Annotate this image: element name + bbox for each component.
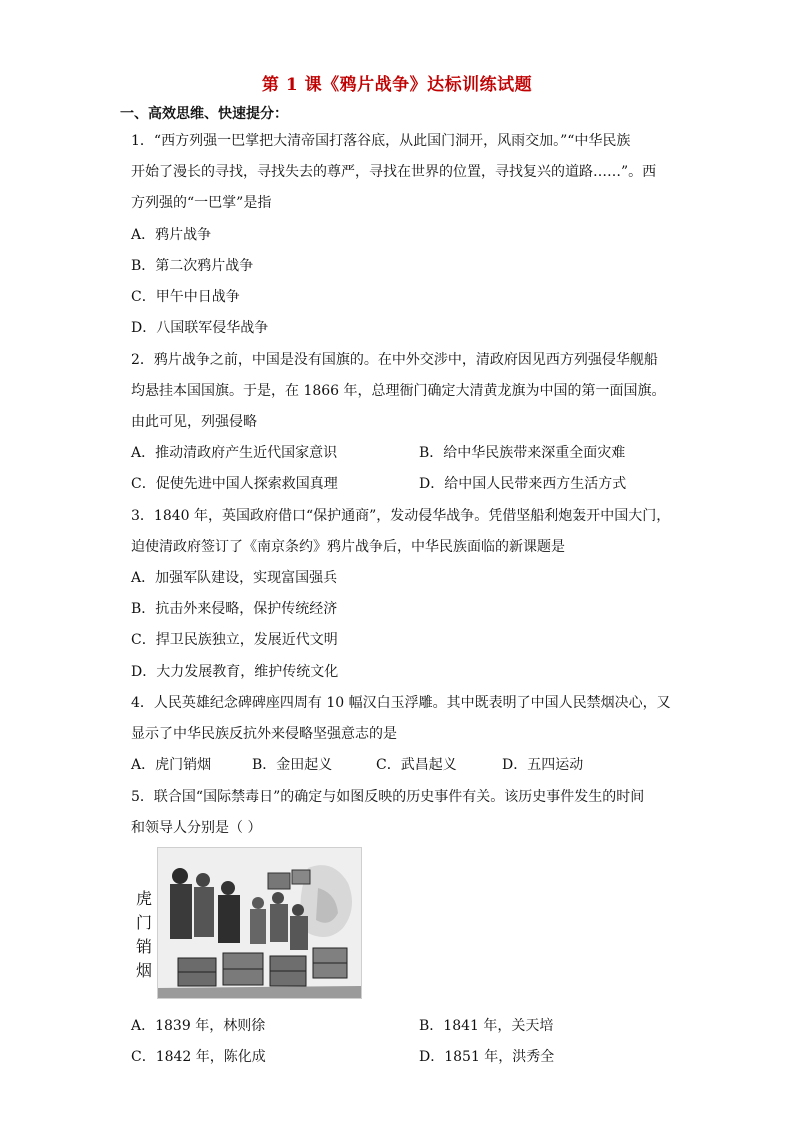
q5-option-b: B．1841 年，关天培 (419, 1018, 554, 1034)
q1-stem-line-2: 开始了漫长的寻找，寻找失去的尊严，寻找在世界的位置，寻找复兴的道路……”。西 (131, 164, 657, 180)
q2-stem-line-3: 由此可见，列强侵略 (131, 414, 257, 430)
q2-option-b: B．给中华民族带来深重全面灾难 (419, 445, 626, 461)
q5-option-c: C．1842 年，陈化成 (131, 1049, 266, 1065)
q5-stem-line-2: 和领导人分别是（ ） (131, 820, 262, 836)
q1-option-d: D．八国联军侵华战争 (131, 320, 269, 336)
q2-option-c: C．促使先进中国人探索救国真理 (131, 476, 338, 492)
figure-caption-char: 门 (135, 913, 152, 932)
section-heading: 一、高效思维、快速提分： (120, 106, 288, 122)
q2-stem-line-1: 2．鸦片战争之前，中国是没有国旗的。在中外交涉中，清政府因见西方列强侵华舰船 (131, 352, 658, 368)
q2-option-d: D．给中国人民带来西方生活方式 (419, 476, 627, 492)
figure-caption-char: 烟 (135, 961, 152, 980)
q1-stem-line-1: 1．“西方列强一巴掌把大清帝国打落谷底，从此国门洞开，风雨交加。”“中华民族 (131, 133, 631, 149)
q4-stem-line-2: 显示了中华民族反抗外来侵略坚强意志的是 (131, 726, 397, 742)
q4-option-a: A．虎门销烟 (131, 757, 212, 773)
q4-stem-line-1: 4．人民英雄纪念碑碑座四周有 10 幅汉白玉浮雕。其中既表明了中国人民禁烟决心，又 (131, 695, 671, 711)
historical-illustration (157, 847, 362, 999)
q1-option-b: B．第二次鸦片战争 (131, 258, 254, 274)
q5-option-a: A．1839 年，林则徐 (131, 1018, 266, 1034)
q4-option-c: C．武昌起义 (376, 757, 457, 773)
q3-option-b: B．抗击外来侵略，保护传统经济 (131, 601, 338, 617)
q4-option-d: D．五四运动 (502, 757, 584, 773)
q1-option-c: C．甲午中日战争 (131, 289, 240, 305)
q3-stem-line-1: 3．1840 年，英国政府借口“保护通商”，发动侵华战争。凭借坚船利炮轰开中国大门， (131, 508, 671, 524)
figure-caption-char: 虎 (135, 889, 152, 908)
q1-option-a: A．鸦片战争 (131, 227, 212, 243)
q3-option-d: D．大力发展教育，维护传统文化 (131, 664, 339, 680)
q2-option-a: A．推动清政府产生近代国家意识 (131, 445, 338, 461)
figure-caption-char: 销 (135, 937, 152, 956)
q3-option-c: C．捍卫民族独立，发展近代文明 (131, 632, 338, 648)
figure-caption (134, 887, 154, 983)
q5-stem-line-1: 5．联合国“国际禁毒日”的确定与如图反映的历史事件有关。该历史事件发生的时间 (131, 789, 645, 805)
page-title: 第 1 课《鸦片战争》达标训练试题 (261, 75, 533, 95)
q3-stem-line-2: 迫使清政府签订了《南京条约》鸦片战争后，中华民族面临的新课题是 (131, 539, 565, 555)
illustration-drawing (158, 848, 361, 998)
q2-stem-line-2: 均悬挂本国国旗。于是，在 1866 年，总理衙门确定大清黄龙旗为中国的第一面国旗。 (131, 383, 666, 399)
q5-option-d: D．1851 年，洪秀全 (419, 1049, 555, 1065)
q3-option-a: A．加强军队建设，实现富国强兵 (131, 570, 338, 586)
q1-stem-line-3: 方列强的“一巴掌”是指 (131, 195, 272, 211)
q4-option-b: B．金田起义 (252, 757, 333, 773)
